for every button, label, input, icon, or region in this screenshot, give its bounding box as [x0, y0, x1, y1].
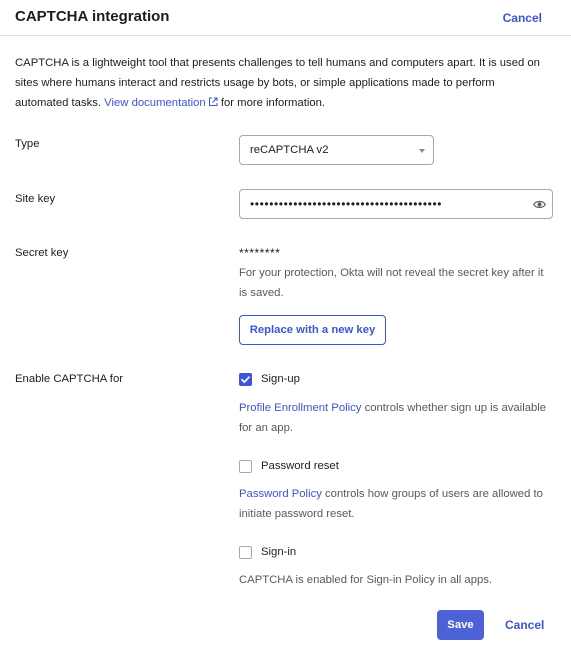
external-link-icon: [208, 97, 218, 107]
signup-checkbox[interactable]: [239, 373, 252, 386]
profile-enrollment-policy-link[interactable]: Profile Enrollment Policy: [239, 402, 362, 414]
password-reset-label[interactable]: Password reset: [261, 460, 339, 472]
signup-help-text: controls whether sign up is available for an app.: [239, 402, 547, 434]
password-policy-link[interactable]: Password Policy: [239, 488, 322, 500]
signin-label[interactable]: Sign-in: [261, 546, 297, 558]
cancel-button-bottom[interactable]: Cancel: [505, 618, 545, 632]
signin-checkbox[interactable]: [239, 546, 252, 559]
view-documentation-link[interactable]: [104, 97, 218, 109]
cancel-button-top[interactable]: Cancel: [502, 11, 542, 25]
checkmark-icon: [239, 373, 252, 386]
signin-help: CAPTCHA is enabled for Sign-in Policy in all apps.: [239, 574, 493, 586]
site-key-input[interactable]: [239, 189, 553, 219]
site-key-masked-value: ••••••••••••••••••••••••••••••••••••••••: [250, 197, 443, 211]
signup-label[interactable]: Sign-up: [261, 373, 300, 385]
secret-key-label: Secret key: [15, 247, 69, 259]
secret-key-help: For your protection, Okta will not reveal the secret key after it is saved.: [239, 267, 544, 299]
caret-down-icon: [419, 149, 425, 153]
type-select-value: reCAPTCHA v2: [250, 144, 329, 156]
description-text: CAPTCHA is a lightweight tool that presents challenges to tell humans and computers apart. It is used on sites where humans interact and restricts usage by bots, or simple applications made to perform automated tasks.: [15, 57, 540, 109]
description-text-after: for more information.: [220, 97, 326, 109]
signup-help: [239, 398, 553, 438]
password-reset-help: [239, 484, 553, 524]
replace-key-button[interactable]: Replace with a new key: [239, 315, 386, 345]
site-key-label: Site key: [15, 193, 56, 205]
password-reset-checkbox[interactable]: [239, 460, 252, 473]
enable-captcha-label: Enable CAPTCHA for: [15, 373, 123, 385]
secret-key-masked-value: ********: [239, 246, 281, 260]
view-documentation-label: View documentation: [104, 97, 206, 109]
dialog-header: [0, 0, 571, 36]
description: [15, 53, 545, 113]
password-reset-help-text: controls how groups of users are allowed to initiate password reset.: [239, 488, 543, 520]
type-label: Type: [15, 138, 40, 150]
page-title: CAPTCHA integration: [15, 8, 170, 25]
eye-icon[interactable]: [533, 199, 546, 210]
save-button[interactable]: Save: [437, 610, 484, 640]
type-select[interactable]: [239, 135, 434, 165]
